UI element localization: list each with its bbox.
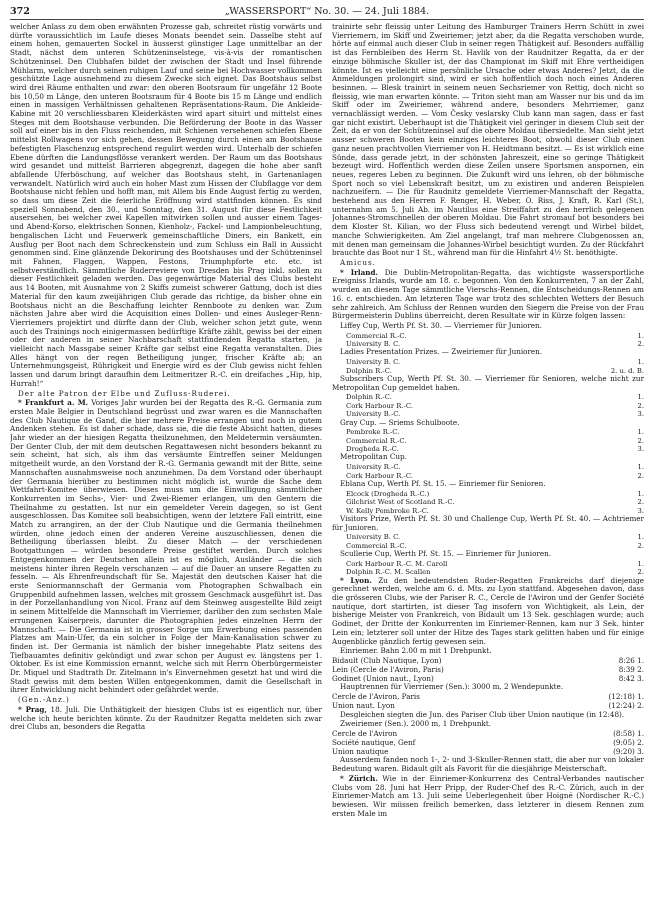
- result-name: Elcock (Drogheda R.-C.): [346, 489, 430, 498]
- result-place: 2.: [637, 340, 644, 349]
- result-name: Cercle de l'Aviron, Paris: [332, 692, 420, 702]
- result-name: Union naut. Lyon: [332, 700, 395, 710]
- result-time: 8:39 2.: [618, 664, 644, 674]
- article-text: Voriges Jahr wurden bei der Regatta des R.-G. Germania zum ersten Male Belgier in Deutschland begrüsst und zwar waren es die Mannschaften des Club Nautique de Gand, die hier mehrere Preise errangen und noch in gutem Andenken stehen. Es ist daher schade, dass sie, die die feste Absicht hatten, dieses Jahr wieder an der hiesigen Regatta theilzunehmen, den Meldetermin versäumten. Der Genter Club, der mit dem deutschen Regattawesen nicht besonders bekannt zu sein scheint, hat sich, als ihm das versäumte Eintreffen seiner Meldungen mitgetheilt wurde, an den Vorstand der R.-G. Germania gewandt mit der Bitte, seine Mannschaften ausnahmsweise noch anzunehmen. Da dem Vorstand oder überhaupt der Germania hierüber zu bestimmen nicht möglich ist, wurde die Sache dem Wettfahrt-Komitee überwiesen. Dieses muss um die Einwilligung sämmtlicher Konkurrenten im Sechs-, Vier- und Zwei-Riemer erlangen, um den Gentern die Theilnahme zu gestatten. Ist nur ein gemeldeter Verein dagegen, so ist Gent ausgeschlossen. Das Komitee soll beabsichtigen, wenn der letztere Fall eintritt, eine Match zu arrangiren, an der der Club Nautique und die Germania theilnehmen würden, ohne jedoch einen der anderen Vereine auszuschliessen, denen die Betheiligung überlassen bleibt. Zu dieser Match — der verschiedenen Bootgattungen — würden besondere Preise gestiftet werden. Durch solches Entgegenkommen der Deutschen allein ist es möglich, Ausländer — die sich meistens hinter ihren Regeln verschanzen — auf die Dauer an unsere Regatten zu fesseln. — Als Ehrenfreundschaft für Se. Majestät den deutschen Kaiser hat die erste Seniormannschaft der Germania vom Photographen Schwalbach ein Gruppenbild aufnehmen lassen, welches mit grossem Geschmack ausgeführt ist. Das in der Porzellanhandlung von Nicol. Franz auf dem Steinweg ausgestellte Bild zeigt in seinem Mittelfelde die Mannschaft im Vierriemer, darüber den zum sechsten Male errungenen Kaiserpreis, darunter die Photographien jedes einzelnen Herrn der Mannschaft. — Die Germania ist in grosser Sorge um Erwerbung eines passenden Platzes am Main-Ufer, da ein solcher in Folge der Main-Kanalisation schwer zu finden ist. Der Germania ist nämlich der bisher innegehabte Platz seitens des Tiefbauamtes definitiv gekündigt und zwar schon per August ev. längstens per 1. Oktober. Es ist eine Kommission ernannt, welche sich mit Herrn Oberbürgermeister Dr. Miquel und Stadtrath Dr. Zitelmann in's Einvernehmen gesetzt hat und wird die Stadt gewiss mit dem besten Willen entgegenkommen, damit die Gesellschaft in ihrer Entwicklung nicht behindert oder gefährdet werde.: [10, 398, 322, 695]
- article-text: Wie in der Einriemer-Konkurrenz des Central-Verbandes nautischer Clubs vom 28. Juni hat Herr Pripp, der Ruder-Chef des R.-C. Zürich, auch in der Einriemer-Match am 13. Juli seine Ueberlegenheit über Hoigné (Nordischer R.-C.) bewiesen. Wir müssen freilich bemerken, dass letzterer in diesem Rennen zum ersten Male im: [332, 773, 644, 818]
- result-name: Cork Harbour R.-C. M. Caroll: [346, 559, 448, 568]
- result-place: 2.: [637, 401, 644, 410]
- race-results: [332, 322, 644, 577]
- result-time: 8:42 3.: [618, 673, 644, 683]
- result-place: 2.: [637, 436, 644, 445]
- race-title: Ladies Presentation Prizes. — Zweiriemer für Junioren.: [340, 347, 543, 357]
- result-name: University B.-C.: [346, 410, 401, 419]
- result-row: [332, 490, 644, 498]
- article-text: Die Dublin-Metropolitan-Regatta, das wichtigste wassersportliche Ereigniss Irlands, wurde am 18. c. begonnen. Von den Konkurrenten, 7 an der Zahl, wurden an diesem Tage sämmtliche Vierschs-Rennen, die Entscheidungs-Rennen am 16. c. entschieden. Am letzteren Tage war trotz des schlechten Wetters der Besuch sehr zahlreich. Am Schluss der Rennen wurden den Siegern die Preise von der Frau Bürgermeisterin Dublins überreicht, deren Resultate wir in Kürze folgen lassen:: [332, 267, 644, 321]
- result-list: [332, 657, 644, 683]
- article-frankfurt: [10, 399, 322, 695]
- result-name: Drogheda R.-C.: [346, 445, 399, 454]
- left-column: [10, 23, 322, 895]
- result-place: 2.: [637, 541, 644, 550]
- article-text: Zu den bedeutendsten Ruder-Regatten Frankreichs darf diejenige gerechnet werden, welche am 6. d. Mts. zu Lyon stattfand. Abgesehen davon, dass die grösseren Clubs, wie der Pariser R. C., Cercle de l'Aviron und der Genfer Société nautique, dort startirten, ist dieser Tag insofern von Wichtigkeit, als Lein, der bisherige Meister von Frankreich, von Bidault um 13 Sek. geschlagen wurde; auch Godinet, der Dritte der Konkurrenten im Einriemer-Rennen, kam nur 3 Sek. hinter Lein ein; letzterer soll unter der Hitze des Tages stark gelitten haben und für einige Augenblicke gänzlich fertig gewesen sein.: [332, 575, 644, 646]
- article-signature: (Gen.-Anz.): [18, 695, 70, 705]
- result-place: 1.: [637, 393, 644, 402]
- page-header: [10, 6, 644, 20]
- dateline: * Prag,: [18, 704, 47, 714]
- result-row: [332, 533, 644, 541]
- result-name: University B. C.: [346, 533, 401, 542]
- race-title: Zweiriemer (Sen.). 2000 m, 1 Drehpunkt.: [340, 719, 492, 729]
- article-zuerich: [332, 775, 644, 819]
- result-name: Commercial R.-C.: [346, 541, 407, 550]
- result-place: 2.: [637, 568, 644, 577]
- page-number: 372: [10, 6, 30, 17]
- result-row: [332, 402, 644, 410]
- article-irland: [332, 269, 644, 321]
- result-place: 1.: [637, 331, 644, 340]
- result-place: 1.: [637, 428, 644, 437]
- result-name: Lein (Cercle de l'Aviron, Paris): [332, 664, 444, 674]
- result-name: University R.-C.: [346, 463, 401, 472]
- article-lyon: [332, 577, 644, 647]
- race-title: Subscribers Cup, Werth Pf. St. 30. — Vierriemer für Senioren, welche nicht zur Metropolitan Cup gemeldet haben.: [332, 373, 644, 392]
- result-time: 8:26 1.: [618, 655, 644, 665]
- result-name: Union nautique: [332, 746, 389, 756]
- result-row: [332, 332, 644, 340]
- dateline: * Frankfurt a. M.: [18, 398, 89, 408]
- result-time: (12:18) 1.: [608, 692, 644, 702]
- result-list: [332, 693, 644, 711]
- article-signature: Amicus.: [340, 257, 376, 267]
- result-place: 2. u. d. B.: [610, 366, 644, 375]
- result-name: Cork Harbour R.-C.: [346, 401, 413, 410]
- result-name: Bidault (Club Nautique, Lyon): [332, 655, 442, 665]
- result-row: [332, 358, 644, 366]
- race-title: Visitors Prize, Werth Pf. St. 30 und Challenge Cup, Werth Pf. St. 40. — Achtriemer für Junioren.: [332, 513, 644, 532]
- result-time: (9:20) 3.: [613, 746, 644, 756]
- result-time: (9:05) 2.: [613, 737, 644, 747]
- result-row: [332, 498, 644, 506]
- result-name: Gilchrist West of Scotland R.-C.: [346, 498, 455, 507]
- result-name: Commercial R.-C.: [346, 331, 407, 340]
- result-place: 3.: [637, 506, 644, 515]
- article-paragraph: trainirte sehr fleissig unter Leitung des Hamburger Trainers Herrn Schütt in zwei Vierriemern, im Skiff und Zweiriemer; jetzt aber, da die Regatta verschoben wurde, hörte auf einmal auch dieser Club in seiner regen Thätigkeit auf. Besonders auffällig ist das Fernbleiben des Herrn St. Havlik von der Raudnitzer Regatta, da er der einzige böhmische Skuller ist, der das Championat im Skiff mit Ehre vertheidigen könnte. Ist es vielleicht eine persönliche Ursache oder etwas Anderes? Jetzt, da die Anmeldungen prolongirt sind, wird er sich hoffentlich doch noch eines Anderen besinnen. — Blesk trainirt in seinem neuen Sechsriemer von Rettig, doch nicht so fleissig, wie man erwarten könnte. — Triton sieht man am Wasser nur bis und da im Skiff oder im Zweiriemer, während andere, besonders Mehrriemer, ganz vernachlässigt werden. — Vom Česky veslarsky Club kann man sagen, dass er fast gar nicht existirt. Ueberhaupt ist die Thätigkeit viel geringer in diesem Club seit der Zeit, da er von der Schützeninsel auf die obere Moldau übersiedelte. Man sieht jetzt ausser schweren Booten kein einziges leichteres Boot, obwohl dieser Club einen ganz neuen prachtvollen Vierriemer von H. Heidtmann besitzt. — Es ist wirklich eine Sünde, dass gerade jetzt, in der schönsten Jahreszeit, eine so geringe Thätigkeit bezeugt wird. Hoffentlich werden diese Zeilen unsere Sportsmen anspornen, ein neues, regeres Leben zu beginnen. Die Zukunft wird uns lehren, ob der böhmische Sport noch so viel Lebenskraft besitzt, um zu existiren und anderen Beispielen nachzueifern. — Die für Raudnitz gemeldete Vierriemer-Mannschaft der Regatta, bestehend aus den Herren F. Renger, H. Weber, O. Riss, J. Kraft, R. Karl (St.), unternahm am 5. Juli Ab. im Nautilus eine Streiffahrt zu den herrlich gelegenen Johannes-Stromschnellen der oberen Moldau. Die Fahrt stromauf bot besonders bei dem Kloster St. Kilian, wo der Fluss sich bedeutend verengt und Wirbel bildet, manche Schwierigkeiten. Am Ziel angelangt, traf man mehrere Clubgenossen an, mit denen man gemeinsam die Johannes-Wirbel besichtigt wurden. Zu der Rückfahrt brauchte das Boot nur 1 St., während man für die Hinfahrt 4½ St. benöthigte.: [332, 23, 644, 258]
- result-name: Dolphin R.-C. M. Scallen: [346, 568, 431, 577]
- result-row: [332, 560, 644, 568]
- article-text: 18. Juli. Die Unthätigkeit der hiesigen Clubs ist es eigentlich nur, über welche ich heute berichten könnte. Zu der Raudnitzer Regatta meldeten sich zwar drei Clubs an, besonders die Regatta: [10, 704, 322, 732]
- masthead-title: „WASSERSPORT“ No. 30. — 24. Juli 1884.: [224, 6, 430, 17]
- right-column: [332, 23, 644, 895]
- race-title: Liffey Cup, Werth Pf. St. 30. — Vierriemer für Junioren.: [340, 320, 542, 330]
- result-place: 1.: [637, 533, 644, 542]
- result-place: 1.: [637, 559, 644, 568]
- result-place: 2.: [637, 498, 644, 507]
- result-name: Cercle de l'Aviron: [332, 729, 398, 739]
- result-place: 3.: [637, 445, 644, 454]
- result-name: University B. C.: [346, 358, 401, 367]
- result-row: [332, 463, 644, 471]
- race-title: Hauptrennen für Vierriemer (Sen.): 3000 m, 2 Wendepunkte.: [340, 682, 564, 692]
- result-name: Cork Harbour R.-C.: [346, 471, 413, 480]
- result-time: (12:24) 2.: [608, 700, 644, 710]
- result-row: [332, 428, 644, 436]
- result-name: Dolphin R.-C.: [346, 366, 392, 375]
- result-name: Commercial R.-C.: [346, 436, 407, 445]
- dateline: * Lyon.: [340, 575, 372, 585]
- result-name: University B. C.: [346, 340, 401, 349]
- race-title: Gray Cup. — Sriems Schulboote.: [340, 417, 460, 427]
- race-title: Eblana Cup, Werth Pf. St. 15. — Einriemer für Senioren.: [340, 479, 546, 488]
- race-note: Desgleichen siegten die Jun. des Pariser Club über Union nautique (in 12:48).: [340, 709, 625, 719]
- result-row: [332, 393, 644, 401]
- result-place: 1.: [637, 489, 644, 498]
- article-paragraph: welcher Anlass zu dem oben erwähnten Prozesse gab, schreitet rüstig vorwärts und dürfte voraussichtlich im Laufe dieses Monats beendet sein. Dasselbe steht auf einem hohen, gemauerten Sockel in äusserst günstiger Lage unmittelbar an der Stadt, nächst dem unteren Schützeninselstege, vis-à-vis der romantischen Schützeninsel. Den Clubhafen bildet der zwischen der Stadt und Insel führende Mühlarm, welcher durch seinen ruhigen Lauf und seine bei Hochwasser vollkommen geschützte Lage ausnehmend zu diesem Zwecke sich eignet. Das Bootshaus selbst wird drei Räume enthalten und zwar: den oberen Bootsraum für ungefähr 12 Boote bis 10,50 m Länge, den unteren Bootsraum für 4 Boote bis 15 m Länge und endlich einen in massigen Verhältnissen gehaltenen Repräsentations-Raum. Die Ankleide-Kabine mit 20 verschliessbaren Kleiderkästen wird apart situirt und mittelst eines Steges mit dem Bootshause verbunden. Die Beförderung der Boote in das Wasser soll auf einer bis in den Fluss reichenden, mit Schienen versehenen schiefen Ebene mittelst Rollwagens vor sich gehen, dessen Bewegung durch einen am Bootshause befestigten Flaschenzug entsprechend regulirt werden wird. Unterhalb der schiefen Ebene dürften die Landungsflösse verankert werden. Der Raum um das Bootshaus wird gesandet und mittelst Barrieren abgegrenzt, dagegen die hohe aber sanft abfallende Uferböschung, auf welcher das Bootshaus steht, in Gartenanlagen verwandelt. Natürlich wird auch ein hoher Mast zum Hissen der Clubflagge vor dem Bootshause nicht fehlen und hofft man, mit Allem bis Ende August fertig zu werden, so dass um diese Zeit die feierliche Eröffnung wird stattfinden können. Es sind speziell Sonnabend, den 30., und Sonntag, den 31. August für diese Festlichkeit ausersehen, bei welcher zwei Kapellen mitwirken sollen und ausser einem Tages- und Abend-Korso, elektrischen Sonnen, Kienholz-, Fackel- und Lampionbeleuchtung, bengalischen Licht und Feuerwerk gemeinschaftliche Diners, ein Bankett, ein Ausflug per Boot nach dem Schreckenstein und zum Schluss ein Ball in Aussicht genommen sind. Eine glänzende Dekorirung des Bootshauses und der Schützeninsel mit Fahnen, Flaggen, Wappen, Festons, Triumphpforte etc. etc. ist selbstverständlich. Sämmtliche Ruderreviere von Dresden bis Prag inkl. sollen zu dieser Festlichkeit geladen werden. Das gegenwärtige Material des Clubs besteht aus 14 Booten, mit Ausnahme von 2 Skiffs zumeist schwerer Gattung, doch ist dies Material für den kaum zweijährigen Club gerade das richtige, da bisher ohne ein Bootshaus nicht an die Beschaffung leichter Rennboote zu denken war. Zum nächsten Jahre aber wird die Acquisition eines Dollen- und eines Ausleger-Renn-Vierriemers projektirt und dürfte dann der Club, welcher schon jetzt gute, wenn auch des Trainings noch einigermassen bedürftige Kräfte zählt, gewiss bei der einen oder der anderen in seiner Nachbarschaft stattfindenden Regatta starten, ja vielleicht nach Massgabe seiner Kräfte gar selbst eine Regatta veranstalten. Dies Alles hängt von der regen Betheiligung junger, frischer Kräfte ab; an Unternehmungsgeist, Rührigkeit und Energie wird es der Club gewiss nicht fehlen lassen und darum bringt daraufhin dem Leitmeritzer R.-C. ein dreifaches „Hip, hip, Hurrah!“: [10, 23, 322, 388]
- article-paragraph: Ausserdem fanden noch 1-, 2- und 3-Skuller-Rennen statt, die aber nur von lokaler Bedeutung waren. Bidault gilt als Favorit für die diesjährige Meisterschaft.: [332, 755, 644, 774]
- result-time: (8:58) 1.: [613, 729, 644, 739]
- result-place: 3.: [637, 410, 644, 419]
- article-prag: [10, 706, 322, 732]
- article-signature: Der alte Patron der Elbe und Zufluss-Ruderei.: [18, 388, 231, 398]
- result-name: Société nautique, Genf: [332, 737, 416, 747]
- result-list: [332, 730, 644, 756]
- result-place: 1.: [637, 358, 644, 367]
- dateline: * Irland.: [340, 267, 379, 277]
- result-place: 2.: [637, 471, 644, 480]
- race-title: Metropolitan Cup.: [340, 452, 407, 462]
- dateline: * Zürich.: [340, 773, 378, 783]
- result-row: [332, 437, 644, 445]
- race-title: Scullerie Cup, Werth Pf. St. 15. — Einriemer für Junioren.: [340, 549, 552, 559]
- race-title: Einriemer. Bahn 2.00 m mit 1 Drehpunkt.: [340, 646, 492, 656]
- result-name: Dolphin R.-C.: [346, 393, 392, 402]
- result-name: Godinet (Union naut., Lyon): [332, 673, 434, 683]
- result-place: 1.: [637, 463, 644, 472]
- result-name: Pembroke R.-C.: [346, 428, 400, 437]
- result-name: W. Kelly Pembroke R.-C.: [346, 506, 429, 515]
